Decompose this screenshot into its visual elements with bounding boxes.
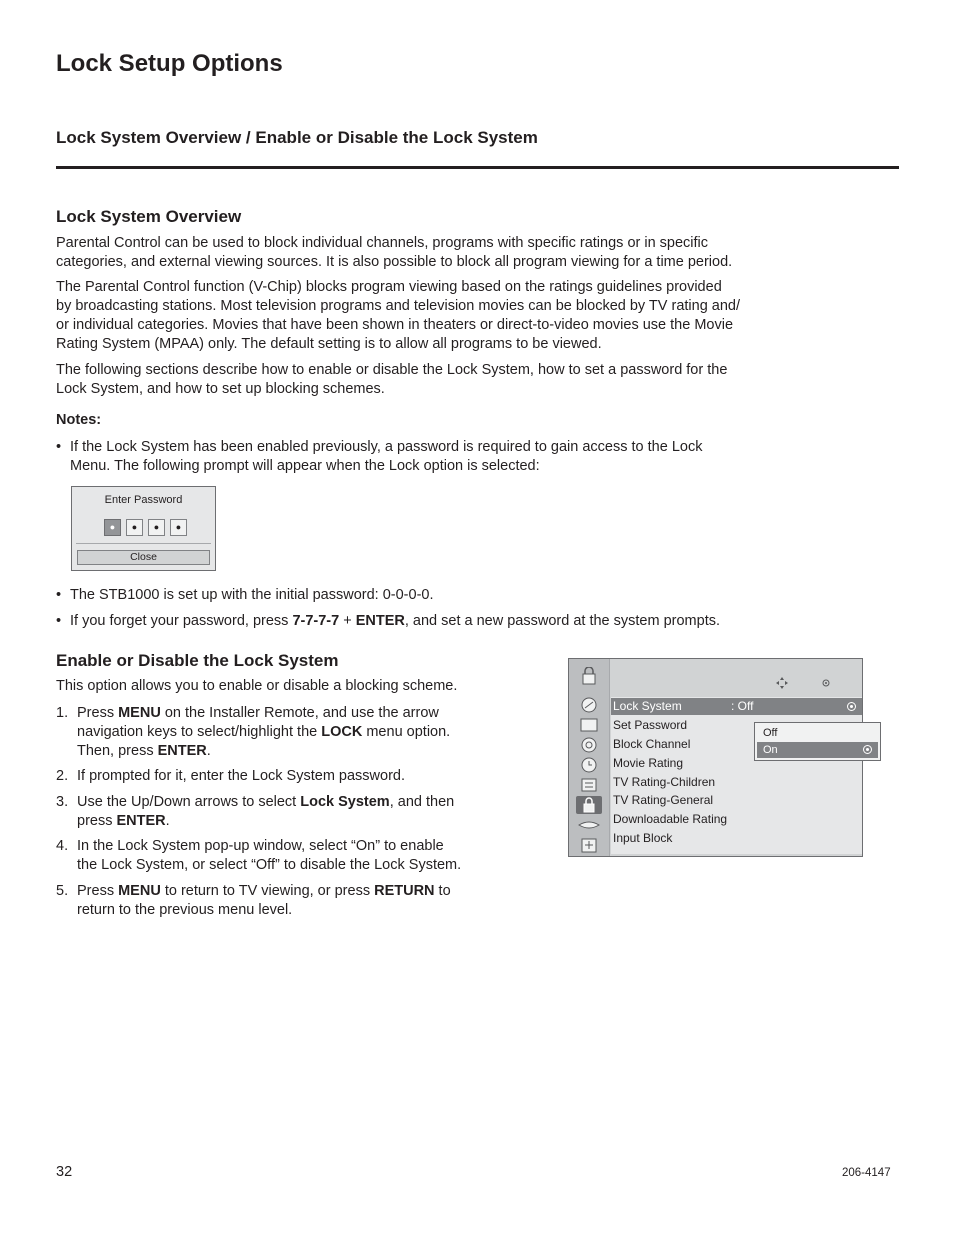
popup-option-on[interactable]: On bbox=[757, 742, 878, 758]
password-digit-3[interactable]: ● bbox=[148, 519, 165, 536]
step-1: 1. Press MENU on the Installer Remote, and use the arrow navigation keys to select/highlight the LOCK menu option. Then, press ENTER. bbox=[56, 705, 451, 759]
password-dialog-title: Enter Password bbox=[104, 494, 183, 506]
audio-icon[interactable] bbox=[576, 736, 602, 754]
section-rule bbox=[56, 166, 899, 169]
overview-paragraph-2: The Parental Control function (V-Chip) blocks program viewing based on the ratings guidelines provided by broadcasting stations. Most television programs and television movies can be blocked by TV rating and/ or individual categories. Movies that have been shown in theaters or direct-to-video movies use the Movie Rating System (MPAA) only. The default setting is to allow all programs to be viewed. bbox=[56, 279, 741, 352]
satellite-icon[interactable] bbox=[576, 696, 602, 714]
step-2: 2. If prompted for it, enter the Lock System password. bbox=[56, 768, 406, 784]
note-3: • If you forget your password, press 7-7-7-7 + ENTER, and set a new password at the system prompts. bbox=[56, 613, 720, 629]
option-icon[interactable] bbox=[576, 776, 602, 794]
menu-item-lock-system[interactable]: Lock System : Off bbox=[611, 698, 862, 715]
section-title: Lock System Overview / Enable or Disable the Lock System bbox=[56, 128, 538, 147]
overview-paragraph-3: The following sections describe how to enable or disable the Lock System, how to set a password for the Lock System, and how to set up blocking schemes. bbox=[56, 362, 728, 397]
note-2: • The STB1000 is set up with the initial password: 0-0-0-0. bbox=[56, 587, 434, 603]
radio-icon bbox=[863, 745, 872, 754]
step-4: 4. In the Lock System pop-up window, select “On” to enable the Lock System, or select “Off” to disable the Lock System. bbox=[56, 838, 462, 873]
close-button[interactable]: Close bbox=[77, 550, 210, 565]
lock-icon[interactable] bbox=[576, 796, 602, 814]
dialog-divider bbox=[76, 543, 211, 544]
overview-paragraph-1: Parental Control can be used to block individual channels, programs with specific ratings or in specific categories, and external viewing sources. It is also possible to block all program viewing for a time period. bbox=[56, 235, 733, 270]
password-dialog bbox=[71, 486, 216, 571]
screen-icon[interactable] bbox=[576, 716, 602, 734]
notes-label: Notes: bbox=[56, 412, 102, 428]
cable-icon[interactable] bbox=[576, 816, 602, 834]
move-arrows-icon bbox=[775, 676, 789, 690]
menu-item-movie-rating[interactable]: Movie Rating bbox=[613, 756, 684, 770]
password-digit-1[interactable]: ● bbox=[104, 519, 121, 536]
input-icon[interactable] bbox=[576, 836, 602, 854]
enable-heading: Enable or Disable the Lock System bbox=[56, 651, 339, 670]
lock-system-popup bbox=[754, 722, 881, 761]
menu-item-input-block[interactable]: Input Block bbox=[613, 831, 673, 845]
note-1: • If the Lock System has been enabled previously, a password is required to gain access to the Lock Menu. The following prompt will appear when the Lock option is selected: bbox=[56, 439, 703, 474]
overview-heading: Lock System Overview bbox=[56, 207, 242, 226]
menu-item-block-channel[interactable]: Block Channel bbox=[613, 737, 691, 751]
page-title: Lock Setup Options bbox=[56, 50, 283, 77]
page-number: 32 bbox=[56, 1164, 73, 1180]
menu-item-downloadable-rating[interactable]: Downloadable Rating bbox=[613, 812, 728, 826]
lock-menu-list bbox=[611, 697, 862, 854]
ok-icon bbox=[822, 679, 830, 687]
lock-system-value: : Off bbox=[731, 699, 754, 713]
step-3: 3. Use the Up/Down arrows to select Lock System, and then press ENTER. bbox=[56, 794, 455, 829]
menu-item-set-password[interactable]: Set Password bbox=[613, 718, 688, 732]
enable-intro: This option allows you to enable or disable a blocking scheme. bbox=[56, 678, 458, 694]
menu-item-tv-rating-children[interactable]: TV Rating-Children bbox=[613, 775, 716, 789]
clock-icon[interactable] bbox=[576, 756, 602, 774]
menu-item-tv-rating-general[interactable]: TV Rating-General bbox=[613, 793, 714, 807]
password-digit-2[interactable]: ● bbox=[126, 519, 143, 536]
password-digit-4[interactable]: ● bbox=[170, 519, 187, 536]
popup-option-off[interactable]: Off bbox=[763, 727, 778, 739]
document-number: 206-4147 bbox=[842, 1167, 891, 1179]
radio-icon bbox=[847, 702, 856, 711]
step-5: 5. Press MENU to return to TV viewing, or press RETURN to return to the previous menu level. bbox=[56, 883, 451, 918]
